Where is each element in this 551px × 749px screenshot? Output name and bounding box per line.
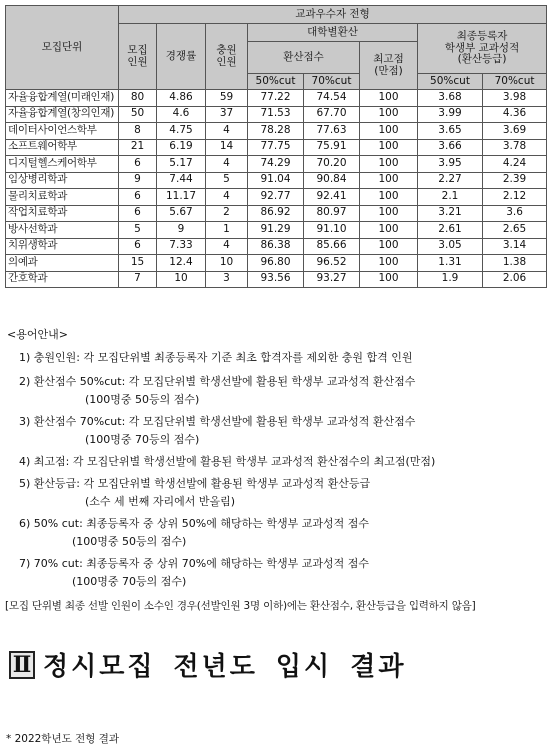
- table-row: [6, 189, 547, 206]
- term-item-7: 7) 70% cut: 최종등록자 중 상위 70%에 해당하는 학생부 교과성적 점수: [19, 557, 369, 570]
- grade-50cut-cell: 3.05: [418, 238, 483, 255]
- extra-cell: 4: [206, 238, 248, 255]
- header-extra: 충원 인원: [206, 24, 248, 90]
- grade-50cut-cell: 1.31: [418, 255, 483, 272]
- score-50cut-cell: 74.29: [248, 156, 304, 173]
- grade-50cut-cell: 1.9: [418, 271, 483, 288]
- grade-50cut-cell: 2.27: [418, 172, 483, 189]
- header-score-70cut: 70%cut: [304, 74, 360, 90]
- quota-cell: 6: [119, 189, 157, 206]
- competition-cell: 4.75: [157, 123, 206, 140]
- term-item-2-sub: (100명중 50등의 점수): [85, 393, 200, 406]
- table-row: [6, 106, 547, 123]
- competition-cell: 12.4: [157, 255, 206, 272]
- unit-cell: 자율융합계열(창의인재): [6, 106, 119, 123]
- competition-cell: 6.19: [157, 139, 206, 156]
- unit-cell: 디지털헬스케어학부: [6, 156, 119, 173]
- header-quota: 모집 인원: [119, 24, 157, 90]
- unit-cell: 데이터사이언스학부: [6, 123, 119, 140]
- grade-50cut-cell: 3.68: [418, 90, 483, 107]
- extra-cell: 5: [206, 172, 248, 189]
- score-70cut-cell: 93.27: [304, 271, 360, 288]
- grade-70cut-cell: 4.24: [483, 156, 547, 173]
- quota-cell: 15: [119, 255, 157, 272]
- table-row: [6, 139, 547, 156]
- grade-50cut-cell: 3.21: [418, 205, 483, 222]
- section-number: Ⅱ: [9, 651, 35, 679]
- competition-cell: 5.17: [157, 156, 206, 173]
- score-70cut-cell: 85.66: [304, 238, 360, 255]
- unit-cell: 소프트웨어학부: [6, 139, 119, 156]
- competition-cell: 7.44: [157, 172, 206, 189]
- table-row: [6, 90, 547, 107]
- max-cell: 100: [360, 205, 418, 222]
- score-70cut-cell: 74.54: [304, 90, 360, 107]
- extra-cell: 59: [206, 90, 248, 107]
- term-item-4: 4) 최고점: 각 모집단위별 학생선발에 활용된 학생부 교과성적 환산점수의 최고점(만점): [19, 455, 436, 468]
- extra-cell: 14: [206, 139, 248, 156]
- score-70cut-cell: 77.63: [304, 123, 360, 140]
- header-grade-50cut: 50%cut: [418, 74, 483, 90]
- competition-cell: 10: [157, 271, 206, 288]
- extra-cell: 2: [206, 205, 248, 222]
- unit-cell: 자율융합계열(미래인재): [6, 90, 119, 107]
- quota-cell: 80: [119, 90, 157, 107]
- score-50cut-cell: 92.77: [248, 189, 304, 206]
- quota-cell: 6: [119, 205, 157, 222]
- year-note: * 2022학년도 전형 결과: [6, 733, 119, 745]
- unit-cell: 치위생학과: [6, 238, 119, 255]
- max-cell: 100: [360, 156, 418, 173]
- competition-cell: 9: [157, 222, 206, 239]
- unit-cell: 의예과: [6, 255, 119, 272]
- term-item-6-sub: (100명중 50등의 점수): [72, 535, 187, 548]
- unit-cell: 임상병리학과: [6, 172, 119, 189]
- quota-cell: 8: [119, 123, 157, 140]
- grade-70cut-cell: 4.36: [483, 106, 547, 123]
- grade-70cut-cell: 3.14: [483, 238, 547, 255]
- score-70cut-cell: 90.84: [304, 172, 360, 189]
- grade-70cut-cell: 3.69: [483, 123, 547, 140]
- grade-50cut-cell: 3.99: [418, 106, 483, 123]
- competition-cell: 11.17: [157, 189, 206, 206]
- competition-cell: 5.67: [157, 205, 206, 222]
- score-50cut-cell: 91.29: [248, 222, 304, 239]
- admission-results-table: [5, 5, 547, 288]
- quota-cell: 9: [119, 172, 157, 189]
- header-converted-score: 환산점수: [248, 42, 360, 74]
- table-row: [6, 222, 547, 239]
- term-item-7-sub: (100명중 70등의 점수): [72, 575, 187, 588]
- max-cell: 100: [360, 172, 418, 189]
- quota-cell: 21: [119, 139, 157, 156]
- score-50cut-cell: 91.04: [248, 172, 304, 189]
- extra-cell: 3: [206, 271, 248, 288]
- extra-cell: 37: [206, 106, 248, 123]
- score-50cut-cell: 78.28: [248, 123, 304, 140]
- term-item-5-sub: (소수 세 번째 자리에서 반올림): [85, 495, 236, 508]
- extra-cell: 1: [206, 222, 248, 239]
- input-note: [모집 단위별 최종 선발 인원이 소수인 경우(선발인원 3명 이하)에는 환산점수, 환산등급을 입력하지 않음]: [5, 600, 476, 612]
- grade-50cut-cell: 3.66: [418, 139, 483, 156]
- table-row: [6, 271, 547, 288]
- quota-cell: 5: [119, 222, 157, 239]
- extra-cell: 4: [206, 189, 248, 206]
- unit-cell: 물리치료학과: [6, 189, 119, 206]
- grade-50cut-cell: 3.95: [418, 156, 483, 173]
- header-max: 최고점 (만점): [360, 42, 418, 90]
- grade-70cut-cell: 1.38: [483, 255, 547, 272]
- section-title: 정시모집 전년도 입시 결과: [43, 652, 407, 682]
- max-cell: 100: [360, 189, 418, 206]
- unit-cell: 작업치료학과: [6, 205, 119, 222]
- unit-cell: 간호학과: [6, 271, 119, 288]
- max-cell: 100: [360, 222, 418, 239]
- header-score-50cut: 50%cut: [248, 74, 304, 90]
- unit-cell: 방사선학과: [6, 222, 119, 239]
- competition-cell: 4.6: [157, 106, 206, 123]
- max-cell: 100: [360, 255, 418, 272]
- max-cell: 100: [360, 90, 418, 107]
- grade-70cut-cell: 3.6: [483, 205, 547, 222]
- extra-cell: 4: [206, 123, 248, 140]
- score-50cut-cell: 77.22: [248, 90, 304, 107]
- section-heading: [9, 646, 406, 683]
- quota-cell: 6: [119, 156, 157, 173]
- max-cell: 100: [360, 123, 418, 140]
- table-row: [6, 156, 547, 173]
- table-row: [6, 238, 547, 255]
- score-70cut-cell: 96.52: [304, 255, 360, 272]
- extra-cell: 4: [206, 156, 248, 173]
- score-50cut-cell: 71.53: [248, 106, 304, 123]
- term-item-2: 2) 환산점수 50%cut: 각 모집단위별 학생선발에 활용된 학생부 교과성적 환산점수: [19, 375, 416, 388]
- score-50cut-cell: 93.56: [248, 271, 304, 288]
- quota-cell: 50: [119, 106, 157, 123]
- terms-title: <용어안내>: [7, 328, 68, 341]
- score-70cut-cell: 92.41: [304, 189, 360, 206]
- competition-cell: 4.86: [157, 90, 206, 107]
- score-50cut-cell: 86.38: [248, 238, 304, 255]
- score-50cut-cell: 96.80: [248, 255, 304, 272]
- terms-guide: [7, 325, 547, 588]
- quota-cell: 7: [119, 271, 157, 288]
- table-row: [6, 123, 547, 140]
- max-cell: 100: [360, 271, 418, 288]
- header-unit: 모집단위: [6, 6, 119, 90]
- grade-50cut-cell: 2.61: [418, 222, 483, 239]
- term-item-5: 5) 환산등급: 각 모집단위별 학생선발에 활용된 학생부 교과성적 환산등급: [19, 477, 371, 490]
- score-50cut-cell: 86.92: [248, 205, 304, 222]
- header-final-group: 최종등록자 학생부 교과성적 (환산등급): [418, 24, 547, 74]
- quota-cell: 6: [119, 238, 157, 255]
- score-70cut-cell: 70.20: [304, 156, 360, 173]
- term-item-6: 6) 50% cut: 최종등록자 중 상위 50%에 해당하는 학생부 교과성적 점수: [19, 517, 369, 530]
- table-row: [6, 205, 547, 222]
- max-cell: 100: [360, 139, 418, 156]
- grade-50cut-cell: 2.1: [418, 189, 483, 206]
- header-group: 교과우수자 전형: [119, 6, 547, 24]
- score-70cut-cell: 67.70: [304, 106, 360, 123]
- table-row: [6, 255, 547, 272]
- grade-70cut-cell: 2.65: [483, 222, 547, 239]
- grade-70cut-cell: 3.78: [483, 139, 547, 156]
- score-70cut-cell: 80.97: [304, 205, 360, 222]
- header-converted-group: 대학별환산: [248, 24, 418, 42]
- grade-70cut-cell: 2.39: [483, 172, 547, 189]
- competition-cell: 7.33: [157, 238, 206, 255]
- max-cell: 100: [360, 106, 418, 123]
- grade-70cut-cell: 2.12: [483, 189, 547, 206]
- term-item-1: 1) 충원인원: 각 모집단위별 최종등록자 기준 최초 합격자를 제외한 충원 합격 인원: [19, 351, 413, 364]
- table-row: [6, 172, 547, 189]
- term-item-3-sub: (100명중 70등의 점수): [85, 433, 200, 446]
- score-50cut-cell: 77.75: [248, 139, 304, 156]
- header-grade-70cut: 70%cut: [483, 74, 547, 90]
- score-70cut-cell: 75.91: [304, 139, 360, 156]
- extra-cell: 10: [206, 255, 248, 272]
- max-cell: 100: [360, 238, 418, 255]
- grade-50cut-cell: 3.65: [418, 123, 483, 140]
- grade-70cut-cell: 3.98: [483, 90, 547, 107]
- term-item-3: 3) 환산점수 70%cut: 각 모집단위별 학생선발에 활용된 학생부 교과성적 환산점수: [19, 415, 416, 428]
- header-competition: 경쟁률: [157, 24, 206, 90]
- grade-70cut-cell: 2.06: [483, 271, 547, 288]
- table-body: [6, 90, 547, 288]
- score-70cut-cell: 91.10: [304, 222, 360, 239]
